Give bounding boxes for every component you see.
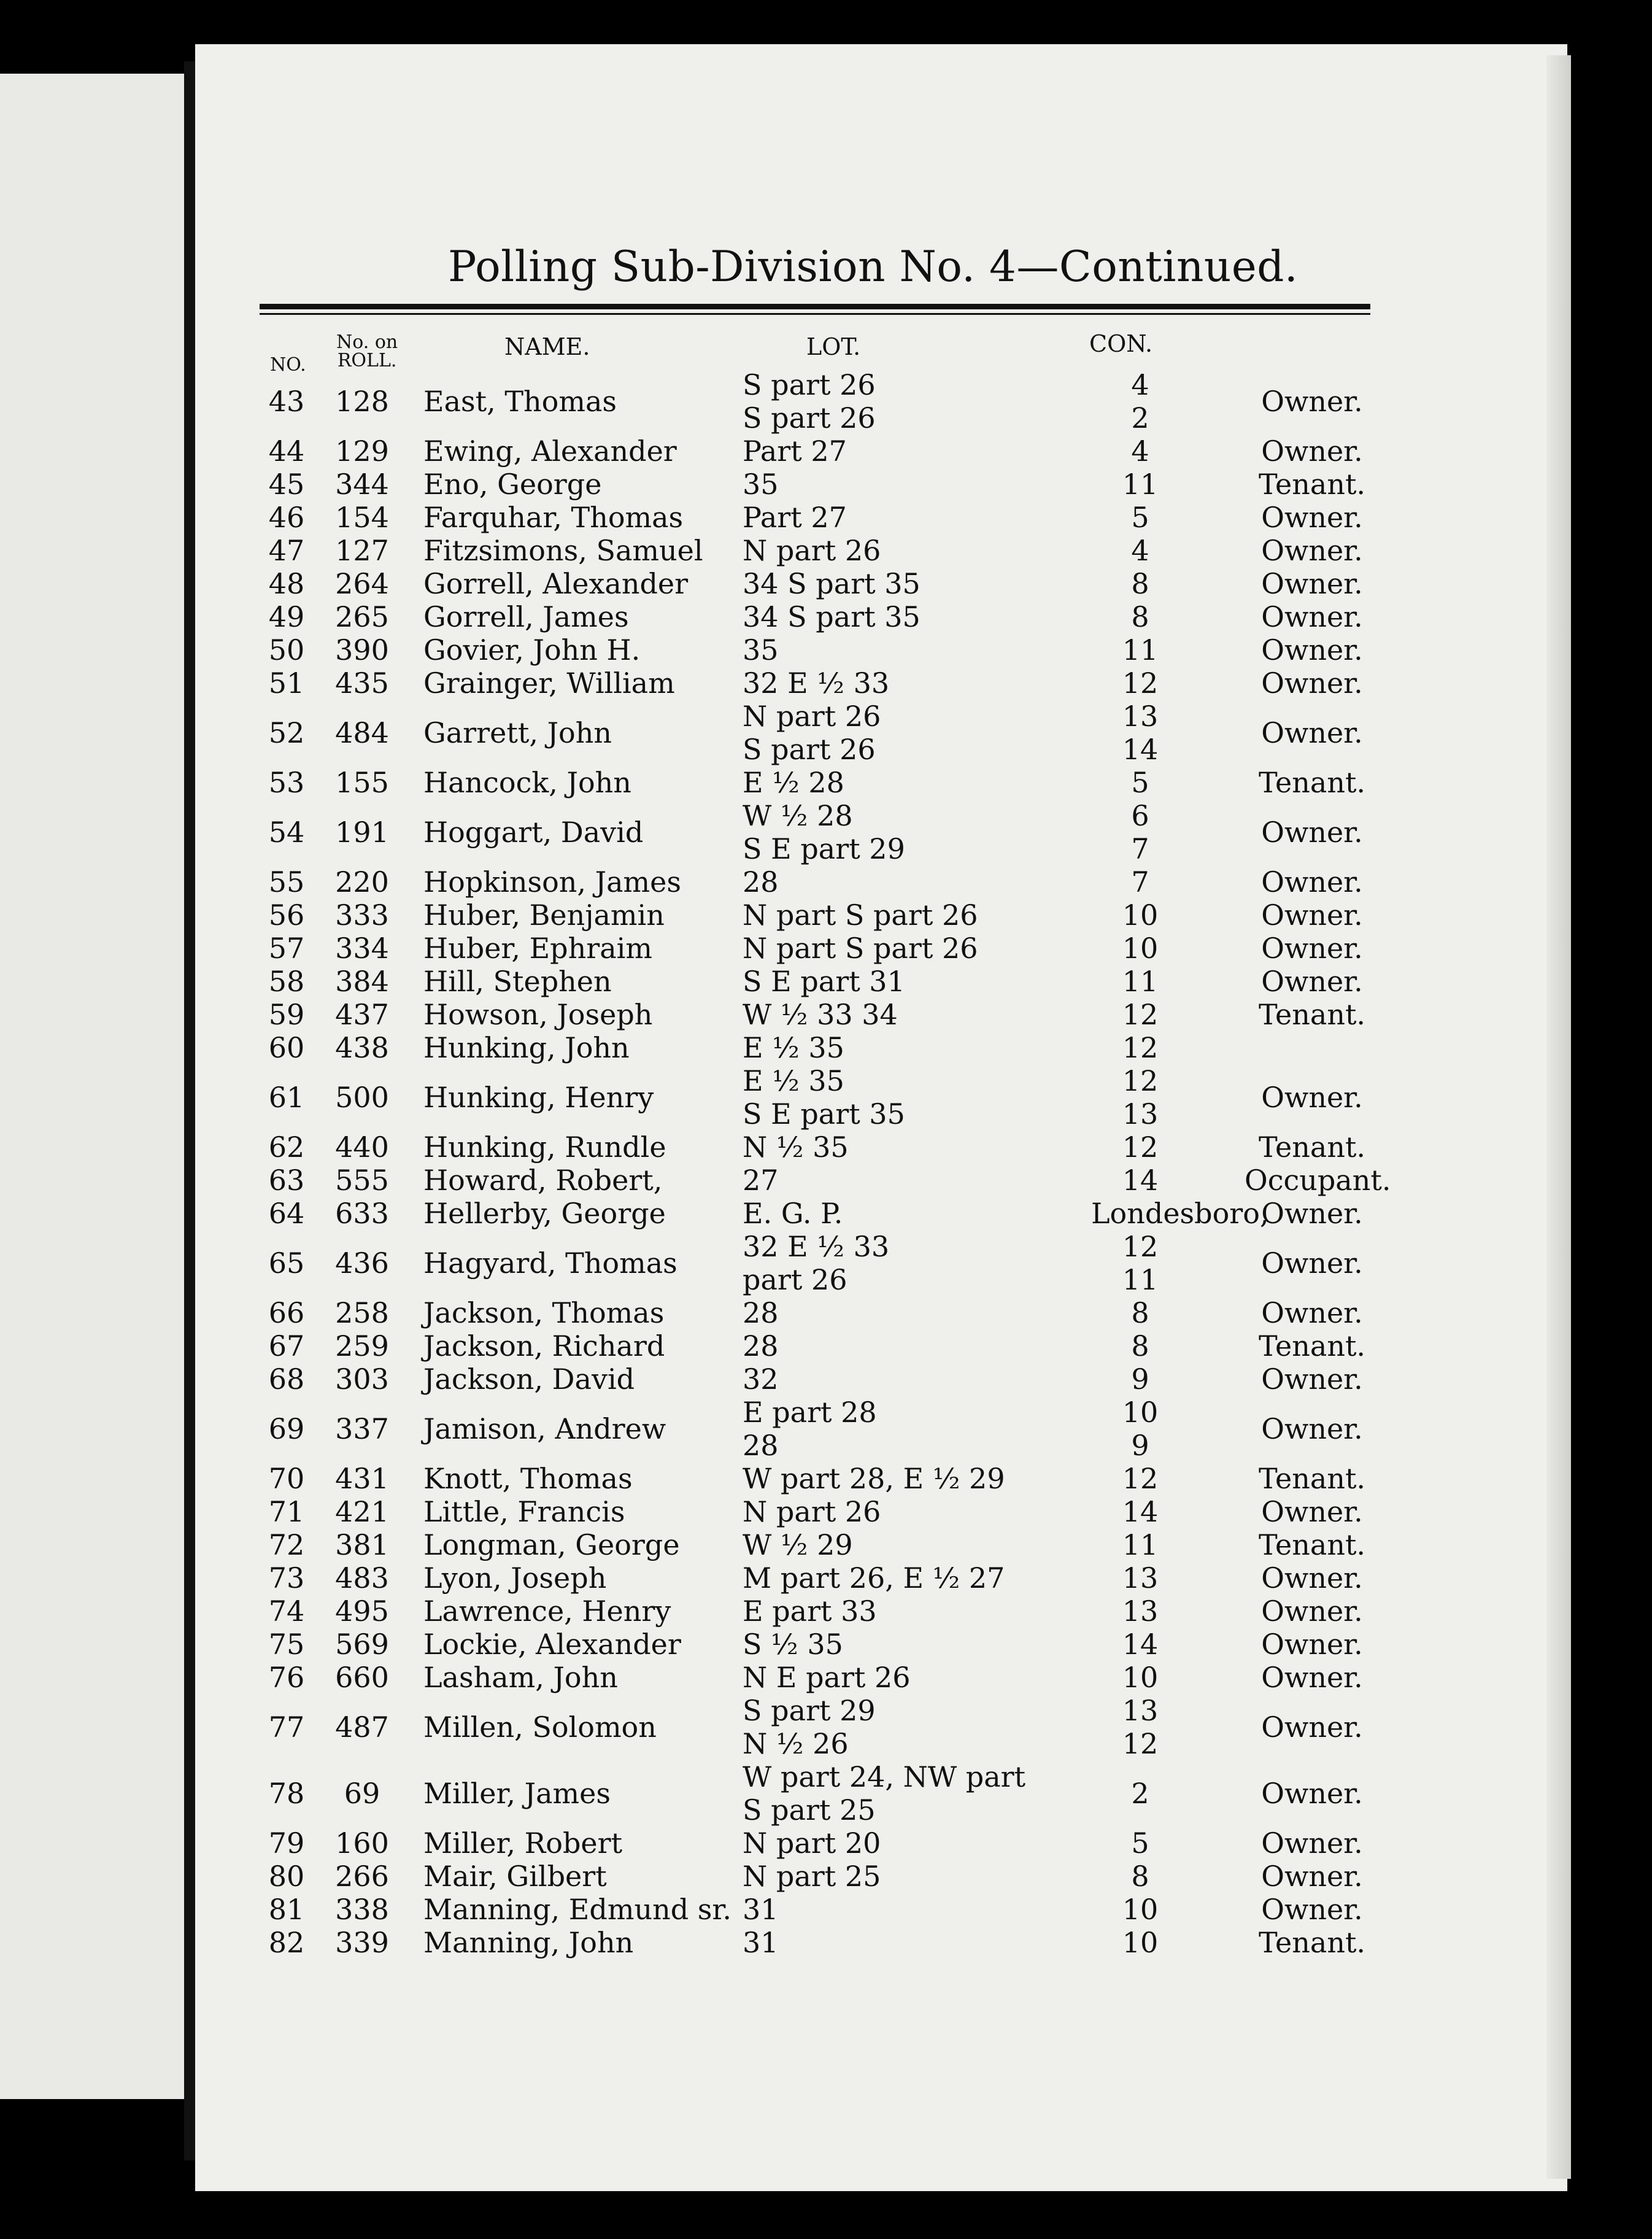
entry-lot: N part 26 [743, 700, 881, 733]
entry-roll-number: 569 [335, 1628, 389, 1661]
entry-lot: M part 26, E ½ 27 [743, 1561, 1005, 1595]
title-rule-thin [260, 313, 1370, 315]
entry-status: Owner. [1261, 1711, 1363, 1744]
entry-status: Tenant. [1258, 1329, 1366, 1363]
entry-roll-number: 264 [335, 567, 389, 600]
entry-number: 74 [268, 1595, 305, 1628]
entry-status: Owner. [1261, 567, 1363, 600]
entry-roll-number: 390 [335, 633, 389, 667]
entry-roll-number: 555 [335, 1164, 389, 1197]
header-roll-line2: ROLL. [337, 350, 397, 371]
entry-lot: S part 26 [743, 401, 876, 435]
entry-status: Owner. [1261, 716, 1363, 749]
entry-status: Owner. [1261, 1412, 1363, 1445]
entry-name: Hunking, Rundle [423, 1131, 666, 1164]
entry-status: Owner. [1261, 1777, 1363, 1810]
entry-status: Tenant. [1258, 998, 1366, 1031]
entry-lot: 32 E ½ 33 [743, 1230, 890, 1263]
entry-number: 55 [268, 865, 305, 899]
entry-number: 56 [268, 899, 305, 932]
entry-status: Tenant. [1258, 1462, 1366, 1495]
entry-concession: 10 [1122, 932, 1159, 965]
entry-name: Govier, John H. [423, 633, 641, 667]
entry-status: Owner. [1261, 385, 1363, 418]
entry-roll-number: 129 [335, 435, 389, 468]
entry-concession: 8 [1131, 600, 1149, 633]
entry-name: Hoggart, David [423, 816, 644, 849]
entry-lot: N part 26 [743, 1495, 881, 1528]
entry-lot: E ½ 35 [743, 1031, 844, 1064]
entry-name: Knott, Thomas [423, 1462, 633, 1495]
entry-name: Lyon, Joseph [423, 1561, 607, 1595]
entry-name: Eno, George [423, 468, 602, 501]
entry-concession: 7 [1131, 832, 1149, 865]
entry-concession: 10 [1122, 1926, 1159, 1959]
entry-lot: E ½ 35 [743, 1064, 844, 1097]
entry-number: 63 [268, 1164, 305, 1197]
entry-number: 61 [268, 1081, 305, 1114]
entry-lot: 28 [743, 1329, 779, 1363]
entry-lot: S part 29 [743, 1694, 876, 1727]
entry-concession: 8 [1131, 1296, 1149, 1329]
entry-concession: 5 [1131, 1827, 1149, 1860]
entry-roll-number: 155 [335, 766, 389, 799]
entry-roll-number: 495 [335, 1595, 389, 1628]
entry-roll-number: 69 [344, 1777, 380, 1810]
entry-concession: 12 [1122, 1230, 1159, 1263]
entry-number: 65 [268, 1247, 305, 1280]
header-lot: LOT. [806, 333, 861, 360]
entry-concession: 5 [1131, 766, 1149, 799]
entry-status: Tenant. [1258, 1528, 1366, 1561]
entry-concession: 12 [1122, 667, 1159, 700]
entry-roll-number: 259 [335, 1329, 389, 1363]
entry-roll-number: 338 [335, 1893, 389, 1926]
entry-roll-number: 128 [335, 385, 389, 418]
entry-lot: W part 24, NW part [743, 1760, 1026, 1793]
entry-number: 49 [268, 600, 305, 633]
entry-roll-number: 500 [335, 1081, 389, 1114]
entry-status: Occupant. [1245, 1164, 1391, 1197]
entry-status: Owner. [1261, 865, 1363, 899]
entry-roll-number: 487 [335, 1711, 389, 1744]
entry-concession: 10 [1122, 899, 1159, 932]
entry-status: Owner. [1261, 816, 1363, 849]
entry-name: Miller, James [423, 1777, 611, 1810]
entry-number: 52 [268, 716, 305, 749]
entry-name: East, Thomas [423, 385, 617, 418]
entry-number: 67 [268, 1329, 305, 1363]
entry-number: 51 [268, 667, 305, 700]
entry-name: Hagyard, Thomas [423, 1247, 677, 1280]
entry-name: Miller, Robert [423, 1827, 623, 1860]
entry-name: Hill, Stephen [423, 965, 612, 998]
header-con: CON. [1089, 330, 1153, 357]
entry-concession: 13 [1122, 1561, 1159, 1595]
entry-lot: 35 [743, 633, 779, 667]
entry-status: Owner. [1261, 1860, 1363, 1893]
entry-concession: 12 [1122, 998, 1159, 1031]
entry-lot: 28 [743, 865, 779, 899]
entry-status: Owner. [1261, 667, 1363, 700]
entry-number: 72 [268, 1528, 305, 1561]
entry-number: 69 [268, 1412, 305, 1445]
entry-lot: S E part 35 [743, 1097, 905, 1131]
entry-lot: N part S part 26 [743, 899, 978, 932]
entry-name: Manning, John [423, 1926, 634, 1959]
entry-concession: 8 [1131, 567, 1149, 600]
entry-name: Farquhar, Thomas [423, 501, 684, 534]
entry-concession: 14 [1122, 733, 1159, 766]
entry-status: Owner. [1261, 965, 1363, 998]
entry-lot: 35 [743, 468, 779, 501]
entry-lot: 34 S part 35 [743, 600, 921, 633]
entry-lot: 32 E ½ 33 [743, 667, 890, 700]
entry-lot: S ½ 35 [743, 1628, 843, 1661]
entry-name: Hunking, John [423, 1031, 630, 1064]
entry-roll-number: 154 [335, 501, 389, 534]
entry-name: Ewing, Alexander [423, 435, 677, 468]
entry-lot: 34 S part 35 [743, 567, 921, 600]
entry-name: Huber, Benjamin [423, 899, 665, 932]
entry-status: Owner. [1261, 1247, 1363, 1280]
entry-lot: Part 27 [743, 435, 847, 468]
entry-name: Hancock, John [423, 766, 631, 799]
entry-status: Tenant. [1258, 468, 1366, 501]
entry-concession: 8 [1131, 1860, 1149, 1893]
entry-concession: 14 [1122, 1164, 1159, 1197]
entry-status: Owner. [1261, 1296, 1363, 1329]
entry-status: Owner. [1261, 1197, 1363, 1230]
entry-name: Jackson, Thomas [423, 1296, 665, 1329]
entry-name: Hopkinson, James [423, 865, 681, 899]
entry-name: Jamison, Andrew [423, 1412, 666, 1445]
entry-number: 71 [268, 1495, 305, 1528]
entry-concession: 6 [1131, 799, 1149, 832]
entry-roll-number: 440 [335, 1131, 389, 1164]
entry-number: 57 [268, 932, 305, 965]
entry-concession: Londesboro, [1091, 1197, 1269, 1230]
entry-roll-number: 344 [335, 468, 389, 501]
entry-lot: W ½ 29 [743, 1528, 853, 1561]
entry-status: Owner. [1261, 501, 1363, 534]
entry-status: Owner. [1261, 1495, 1363, 1528]
entry-status: Owner. [1261, 600, 1363, 633]
entry-concession: 13 [1122, 700, 1159, 733]
entry-roll-number: 127 [335, 534, 389, 567]
entry-lot: N ½ 35 [743, 1131, 849, 1164]
entry-number: 70 [268, 1462, 305, 1495]
entry-concession: 13 [1122, 1097, 1159, 1131]
entry-roll-number: 334 [335, 932, 389, 965]
entry-lot: W ½ 33 34 [743, 998, 898, 1031]
entry-roll-number: 421 [335, 1495, 389, 1528]
entry-number: 45 [268, 468, 305, 501]
entry-roll-number: 384 [335, 965, 389, 998]
entry-concession: 10 [1122, 1396, 1159, 1429]
entry-roll-number: 191 [335, 816, 389, 849]
entry-concession: 9 [1131, 1429, 1149, 1462]
entry-number: 81 [268, 1893, 305, 1926]
entry-name: Millen, Solomon [423, 1711, 657, 1744]
entry-lot: E. G. P. [743, 1197, 843, 1230]
entry-name: Lasham, John [423, 1661, 618, 1694]
entry-concession: 11 [1122, 965, 1159, 998]
entry-concession: 5 [1131, 501, 1149, 534]
entry-roll-number: 266 [335, 1860, 389, 1893]
entry-number: 58 [268, 965, 305, 998]
entry-concession: 11 [1122, 1528, 1159, 1561]
entry-concession: 13 [1122, 1694, 1159, 1727]
entry-concession: 10 [1122, 1661, 1159, 1694]
entry-lot: S part 25 [743, 1793, 876, 1827]
entry-number: 53 [268, 766, 305, 799]
entry-name: Howard, Robert, [423, 1164, 663, 1197]
entry-roll-number: 484 [335, 716, 389, 749]
entry-concession: 4 [1131, 534, 1149, 567]
entry-lot: 27 [743, 1164, 779, 1197]
entry-concession: 13 [1122, 1595, 1159, 1628]
header-roll-line1: No. on [336, 331, 398, 353]
entry-number: 73 [268, 1561, 305, 1595]
entry-concession: 9 [1131, 1363, 1149, 1396]
entry-concession: 12 [1122, 1064, 1159, 1097]
entry-lot: W ½ 28 [743, 799, 853, 832]
entry-lot: 28 [743, 1296, 779, 1329]
entry-lot: E part 28 [743, 1396, 877, 1429]
entry-roll-number: 660 [335, 1661, 389, 1694]
entry-name: Longman, George [423, 1528, 680, 1561]
entry-concession: 12 [1122, 1462, 1159, 1495]
entry-lot: N part 26 [743, 534, 881, 567]
entry-lot: S E part 31 [743, 965, 905, 998]
entry-number: 78 [268, 1777, 305, 1810]
entry-number: 66 [268, 1296, 305, 1329]
entry-name: Gorrell, James [423, 600, 629, 633]
entry-status: Owner. [1261, 633, 1363, 667]
entry-name: Gorrell, Alexander [423, 567, 689, 600]
entry-concession: 11 [1122, 633, 1159, 667]
entry-number: 79 [268, 1827, 305, 1860]
header-name: NAME. [504, 333, 590, 360]
entry-name: Jackson, David [423, 1363, 635, 1396]
entry-number: 62 [268, 1131, 305, 1164]
entry-status: Owner. [1261, 1893, 1363, 1926]
entry-concession: 11 [1122, 1263, 1159, 1296]
entry-roll-number: 435 [335, 667, 389, 700]
entry-number: 80 [268, 1860, 305, 1893]
entry-lot: 28 [743, 1429, 779, 1462]
entry-concession: 12 [1122, 1031, 1159, 1064]
entry-number: 50 [268, 633, 305, 667]
entry-status: Owner. [1261, 932, 1363, 965]
entry-lot: S part 26 [743, 368, 876, 401]
entry-roll-number: 303 [335, 1363, 389, 1396]
entry-number: 54 [268, 816, 305, 849]
entry-status: Tenant. [1258, 1926, 1366, 1959]
entry-concession: 7 [1131, 865, 1149, 899]
entry-concession: 10 [1122, 1893, 1159, 1926]
entry-name: Jackson, Richard [423, 1329, 665, 1363]
entry-number: 43 [268, 385, 305, 418]
entry-roll-number: 220 [335, 865, 389, 899]
entry-roll-number: 431 [335, 1462, 389, 1495]
entry-number: 75 [268, 1628, 305, 1661]
entry-status: Owner. [1261, 1081, 1363, 1114]
entry-status: Tenant. [1258, 766, 1366, 799]
entry-lot: N part 25 [743, 1860, 881, 1893]
left-page-margin [0, 74, 212, 2099]
entry-roll-number: 438 [335, 1031, 389, 1064]
entry-number: 68 [268, 1363, 305, 1396]
entry-status: Owner. [1261, 1561, 1363, 1595]
entry-lot: N part 20 [743, 1827, 881, 1860]
entry-lot: part 26 [743, 1263, 847, 1296]
entry-lot: N E part 26 [743, 1661, 911, 1694]
entry-name: Lockie, Alexander [423, 1628, 681, 1661]
entry-number: 47 [268, 534, 305, 567]
entry-status: Owner. [1261, 899, 1363, 932]
entry-status: Owner. [1261, 1363, 1363, 1396]
entry-lot: Part 27 [743, 501, 847, 534]
entry-number: 60 [268, 1031, 305, 1064]
entry-number: 76 [268, 1661, 305, 1694]
entry-roll-number: 437 [335, 998, 389, 1031]
entry-number: 77 [268, 1711, 305, 1744]
entry-lot: S part 26 [743, 733, 876, 766]
entry-name: Manning, Edmund sr. [423, 1893, 731, 1926]
entry-concession: 14 [1122, 1495, 1159, 1528]
entry-lot: E part 33 [743, 1595, 877, 1628]
entry-name: Grainger, William [423, 667, 675, 700]
entry-status: Owner. [1261, 1628, 1363, 1661]
entry-roll-number: 633 [335, 1197, 389, 1230]
entry-number: 64 [268, 1197, 305, 1230]
entry-lot: 31 [743, 1893, 779, 1926]
entry-number: 48 [268, 567, 305, 600]
entry-status: Owner. [1261, 1827, 1363, 1860]
entry-name: Huber, Ephraim [423, 932, 652, 965]
entry-name: Little, Francis [423, 1495, 625, 1528]
entry-name: Hellerby, George [423, 1197, 666, 1230]
entry-name: Garrett, John [423, 716, 612, 749]
entry-concession: 12 [1122, 1727, 1159, 1760]
entry-status: Owner. [1261, 1595, 1363, 1628]
entry-concession: 12 [1122, 1131, 1159, 1164]
entry-lot: 32 [743, 1363, 779, 1396]
entry-roll-number: 337 [335, 1412, 389, 1445]
entry-status: Tenant. [1258, 1131, 1366, 1164]
entry-number: 44 [268, 435, 305, 468]
entry-number: 59 [268, 998, 305, 1031]
entry-status: Owner. [1261, 534, 1363, 567]
entry-roll-number: 483 [335, 1561, 389, 1595]
entry-concession: 2 [1131, 401, 1149, 435]
entry-concession: 4 [1131, 368, 1149, 401]
entry-lot: 31 [743, 1926, 779, 1959]
entry-lot: N part S part 26 [743, 932, 978, 965]
page-title: Polling Sub-Division No. 4—Continued. [448, 242, 1299, 292]
entry-lot: W part 28, E ½ 29 [743, 1462, 1005, 1495]
entry-number: 46 [268, 501, 305, 534]
entry-name: Howson, Joseph [423, 998, 653, 1031]
entry-lot: N ½ 26 [743, 1727, 849, 1760]
page-edge [1546, 55, 1571, 2179]
entry-name: Hunking, Henry [423, 1081, 654, 1114]
entry-status: Owner. [1261, 1661, 1363, 1694]
entry-name: Lawrence, Henry [423, 1595, 671, 1628]
entry-lot: S E part 29 [743, 832, 905, 865]
entry-name: Mair, Gilbert [423, 1860, 607, 1893]
entry-lot: E ½ 28 [743, 766, 844, 799]
entry-roll-number: 436 [335, 1247, 389, 1280]
entry-concession: 11 [1122, 468, 1159, 501]
entry-name: Fitzsimons, Samuel [423, 534, 703, 567]
entry-roll-number: 265 [335, 600, 389, 633]
entry-status: Owner. [1261, 435, 1363, 468]
entry-roll-number: 339 [335, 1926, 389, 1959]
entry-concession: 4 [1131, 435, 1149, 468]
entry-number: 82 [268, 1926, 305, 1959]
entry-roll-number: 258 [335, 1296, 389, 1329]
entry-roll-number: 381 [335, 1528, 389, 1561]
entry-concession: 8 [1131, 1329, 1149, 1363]
entry-concession: 14 [1122, 1628, 1159, 1661]
header-no: NO. [270, 354, 306, 376]
header-roll [336, 333, 398, 370]
entry-roll-number: 160 [335, 1827, 389, 1860]
entry-roll-number: 333 [335, 899, 389, 932]
entry-concession: 2 [1131, 1777, 1149, 1810]
title-rule-thick [260, 304, 1370, 309]
